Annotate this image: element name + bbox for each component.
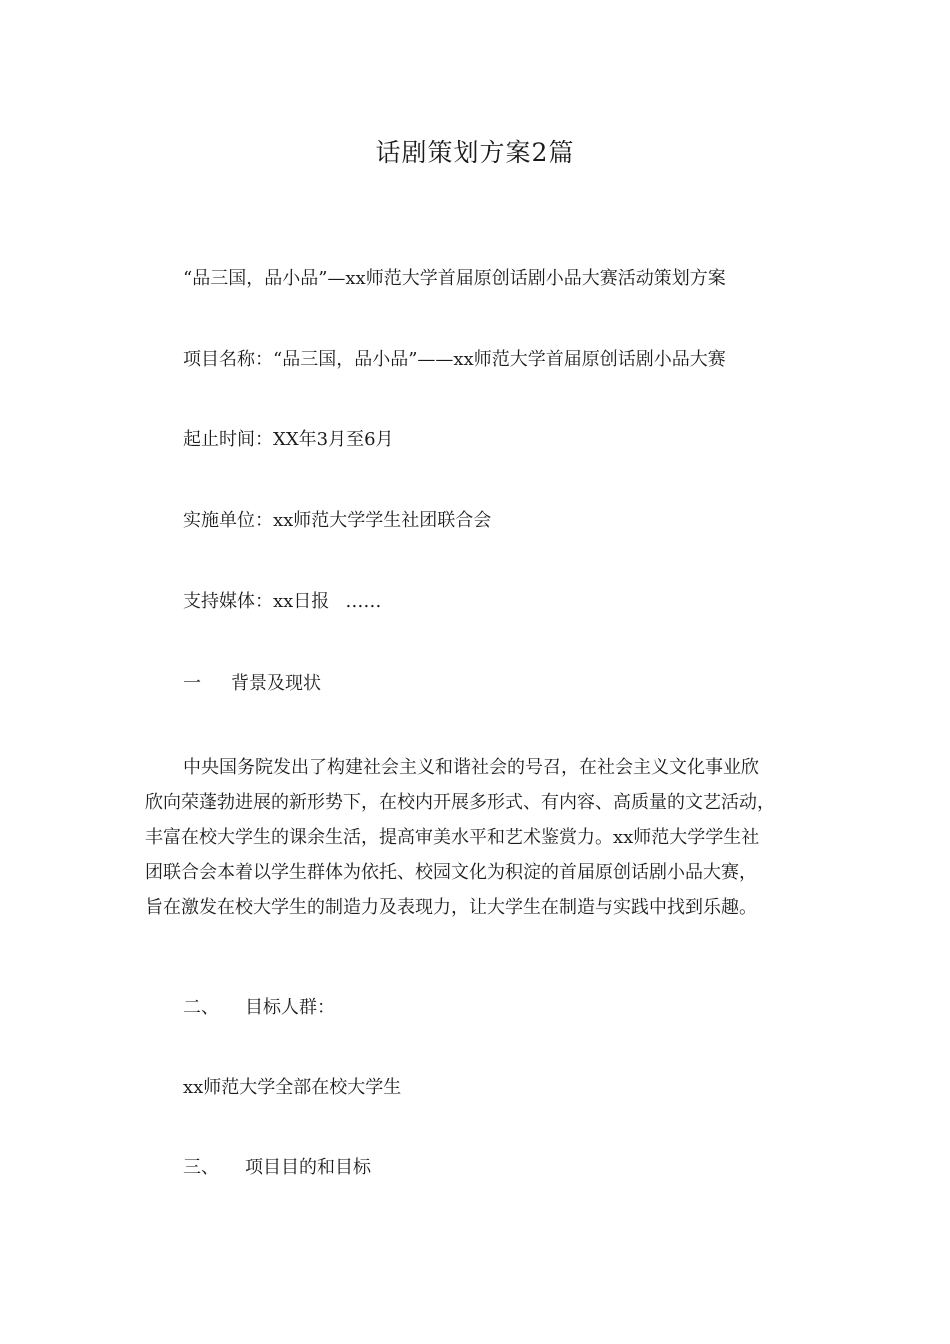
media-line (183, 590, 381, 614)
paragraph-line: 旨在激发在校大学生的制造力及表现力，让大学生在制造与实践中找到乐趣。 (145, 897, 757, 918)
section-heading-goals (183, 1156, 371, 1180)
document-title: 话剧策划方案2篇 (375, 138, 575, 167)
paragraph-line: 丰富在校大学生的课余生活，提高审美水平和艺术鉴赏力。xx师范大学学生社 (145, 827, 760, 848)
organizer-line: 实施单位：xx师范大学学生社团联合会 (183, 510, 492, 531)
target-group-line: xx师范大学全部在校大学生 (183, 1077, 402, 1098)
section-heading-background (183, 672, 321, 696)
section-heading-target (183, 996, 335, 1020)
paragraph-line: 欣向荣蓬勃进展的新形势下，在校内开展多形式、有内容、高质量的文艺活动， (145, 792, 775, 813)
section-title: 项目目的和目标 (245, 1157, 371, 1178)
period-line: 起止时间：XX年3月至6月 (183, 429, 394, 450)
project-name-line: 项目名称：“品三国，品小品”——xx师范大学首届原创话剧小品大赛 (183, 349, 726, 370)
section-title: 背景及现状 (231, 673, 321, 694)
media-label: 支持媒体：xx日报 (183, 591, 330, 612)
media-ellipsis: …… (345, 591, 382, 612)
plan-subtitle: “品三国，品小品”—xx师范大学首届原创话剧小品大赛活动策划方案 (183, 268, 726, 289)
section-title: 目标人群： (245, 997, 335, 1018)
section-number: 三、 (183, 1157, 219, 1178)
section-number: 一 (183, 673, 201, 694)
section-number: 二、 (183, 997, 219, 1018)
paragraph-line: 团联合会本着以学生群体为依托、校园文化为积淀的首届原创话剧小品大赛， (145, 862, 757, 883)
background-paragraph (145, 750, 815, 925)
paragraph-line: 中央国务院发出了构建社会主义和谐社会的号召，在社会主义文化事业欣 (183, 757, 759, 778)
